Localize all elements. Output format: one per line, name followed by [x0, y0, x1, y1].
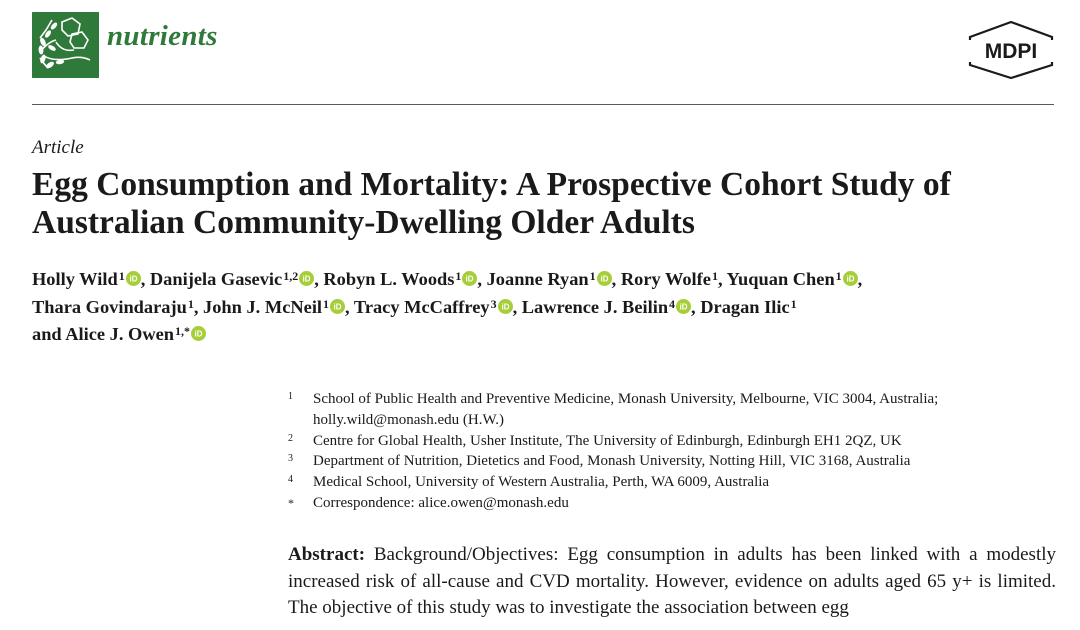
author-affiliation-ref: 1 — [589, 269, 596, 283]
author-affiliation-ref: 1 — [835, 269, 842, 283]
publisher-name: MDPI — [984, 40, 1038, 63]
author-name: Yuquan Chen — [726, 269, 835, 289]
author[interactable] — [32, 297, 194, 317]
svg-text:iD: iD — [846, 274, 855, 284]
affiliation-item — [288, 389, 1048, 431]
nutrients-logo-icon — [32, 12, 99, 78]
svg-text:iD: iD — [194, 329, 203, 339]
affiliation-marker: 4 — [288, 474, 293, 486]
author[interactable] — [354, 297, 513, 317]
author-affiliation-ref: 1 — [711, 269, 718, 283]
author-name: Tracy McCaffrey — [353, 296, 490, 317]
orcid-icon[interactable] — [676, 299, 691, 314]
affiliation-marker: * — [288, 495, 294, 510]
svg-text:iD: iD — [129, 274, 138, 284]
orcid-icon[interactable] — [462, 271, 477, 286]
svg-text:iD: iD — [333, 302, 342, 311]
author[interactable] — [621, 269, 718, 289]
author-affiliation-ref: 1,* — [175, 324, 191, 338]
author-name: and Alice J. Owen — [32, 324, 175, 344]
author-name: Danijela Gasevic — [149, 269, 283, 289]
mdpi-logo-icon[interactable] — [966, 20, 1056, 80]
article-type: Article — [32, 137, 84, 158]
author-name: Rory Wolfe — [620, 269, 711, 289]
abstract-label: Abstract: — [288, 544, 366, 565]
author-affiliation-ref: 1 — [790, 296, 797, 311]
svg-text:iD: iD — [465, 274, 474, 284]
orcid-icon[interactable] — [126, 271, 141, 286]
orcid-icon[interactable] — [843, 271, 858, 286]
affiliation-list — [288, 389, 1048, 514]
affiliation-text: Department of Nutrition, Dietetics and Food, Monash University, Notting Hill, VIC 3168, Australia — [313, 453, 911, 470]
affiliation-item — [288, 472, 1048, 493]
orcid-icon[interactable] — [597, 271, 612, 286]
orcid-icon[interactable] — [191, 326, 206, 341]
svg-text:iD: iD — [302, 274, 311, 284]
author-name: Dragan Ilic — [700, 296, 790, 317]
svg-text:iD: iD — [600, 274, 609, 284]
correspondence-text[interactable]: Correspondence: alice.owen@monash.edu — [313, 494, 569, 511]
author[interactable] — [32, 324, 206, 344]
affiliation-text: School of Public Health and Preventive Medicine, Monash University, Melbourne, VIC 3004, Australia; — [313, 391, 939, 407]
author-name: Joanne Ryan — [486, 269, 589, 289]
author[interactable] — [487, 269, 612, 289]
author[interactable] — [323, 269, 477, 289]
svg-text:iD: iD — [501, 302, 510, 311]
author-affiliation-ref: 1 — [323, 296, 330, 311]
author[interactable] — [522, 297, 691, 317]
author-affiliation-ref: 4 — [669, 296, 676, 311]
orcid-icon[interactable] — [299, 271, 314, 286]
orcid-icon[interactable] — [498, 299, 513, 314]
author-name: Robyn L. Woods — [323, 269, 455, 289]
author-list: Holly Wild$^1$ iD , Danijela Gasevic$^{1,2}$ iD , Robyn L. Woods$^1$ iD , Joanne Ryan$^1$ iD , Rory Wolfe$^1$, Yuquan Chen$^1$ iD , Thara Govindaraju$^1$, John J. McNeil$^1$ iD , Tracy McCaffrey$^3$ iD , Lawrence J. Beilin$^4$ iD , Dragan Ilic$^1$ and Alice J. Owen$^{1,*}$ iD — [32, 269, 863, 344]
author-email-link[interactable]: holly.wild@monash.edu (H.W.) — [313, 411, 505, 428]
journal-logo[interactable] — [32, 12, 218, 78]
author[interactable] — [150, 269, 314, 289]
author-name: Lawrence J. Beilin — [521, 296, 669, 317]
author-affiliation-ref: 1 — [118, 269, 125, 283]
author-affiliation-ref: 3 — [490, 296, 497, 311]
author[interactable] — [32, 269, 141, 289]
correspondence-item — [288, 493, 1048, 514]
abstract — [288, 542, 1056, 622]
abstract-text: Background/Objectives: Egg consumption in adults has been linked with a modestly increased risk of all-cause and CVD mortality. However, evidence on adults aged 65 y+ is limited. The objective of this study was to investigate the association between egg — [288, 544, 1057, 618]
affiliation-marker: 1 — [288, 391, 293, 402]
affiliation-item — [288, 431, 1048, 452]
author-affiliation-ref: 1 — [455, 269, 462, 283]
author-name: John J. McNeil — [203, 296, 323, 317]
author[interactable] — [726, 269, 857, 289]
affiliation-marker: 2 — [288, 432, 293, 444]
affiliation-text: Centre for Global Health, Usher Institute, The University of Edinburgh, Edinburgh EH1 2QZ, UK — [313, 432, 902, 449]
author-name: Thara Govindaraju — [32, 296, 187, 317]
author[interactable] — [700, 297, 796, 317]
header-divider — [32, 104, 1054, 105]
paper-title: Egg Consumption and Mortality: A Prospective Cohort Study of Australian Community-Dwelling Older Adults — [32, 166, 951, 241]
orcid-icon[interactable] — [330, 299, 345, 314]
affiliation-marker: 3 — [288, 453, 293, 465]
affiliation-text: Medical School, University of Western Australia, Perth, WA 6009, Australia — [313, 474, 770, 491]
author-affiliation-ref: 1 — [187, 296, 194, 311]
author-name: Holly Wild — [32, 269, 118, 289]
author-affiliation-ref: 1,2 — [283, 269, 299, 283]
affiliation-item — [288, 451, 1048, 472]
journal-name: nutrients — [107, 19, 218, 52]
author[interactable] — [203, 297, 345, 317]
svg-text:iD: iD — [679, 302, 688, 311]
